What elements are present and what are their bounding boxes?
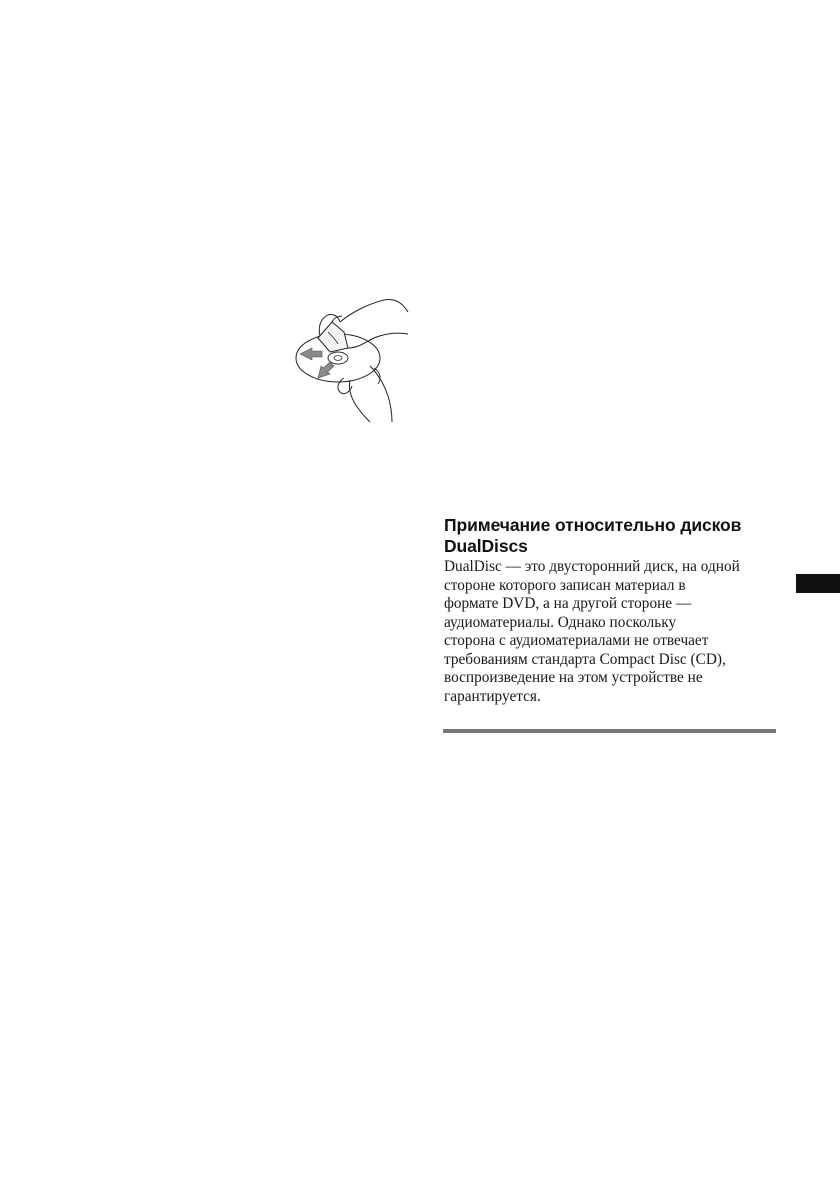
- language-tab-marker: [796, 574, 840, 593]
- note-body-line: формате DVD, а на другой стороне —: [444, 595, 692, 612]
- note-body-line: требованиям стандарта Compact Disc (CD),: [444, 650, 726, 668]
- section-divider: [443, 729, 776, 733]
- note-title-line: DualDiscs: [444, 536, 528, 556]
- note-title-line: Примечание относительно дисков: [444, 515, 742, 535]
- note-body-line: гарантируется.: [444, 687, 541, 705]
- note-body-line: сторона с аудиоматериалами не отвечает: [444, 632, 709, 649]
- disc-cleaning-illustration: [292, 292, 412, 424]
- note-body-line: воспроизведение на этом устройстве не: [444, 669, 703, 686]
- disc-cleaning-icon: [292, 292, 412, 424]
- note-body-line: DualDisc — это двусторонний диск, на одной: [444, 558, 740, 575]
- note-title: [444, 515, 784, 557]
- note-body: [444, 558, 780, 706]
- dualdisc-note: [444, 515, 784, 706]
- note-body-line: стороне которого записан материал в: [444, 576, 686, 594]
- note-body-line: аудиоматериалы. Однако поскольку: [444, 613, 677, 631]
